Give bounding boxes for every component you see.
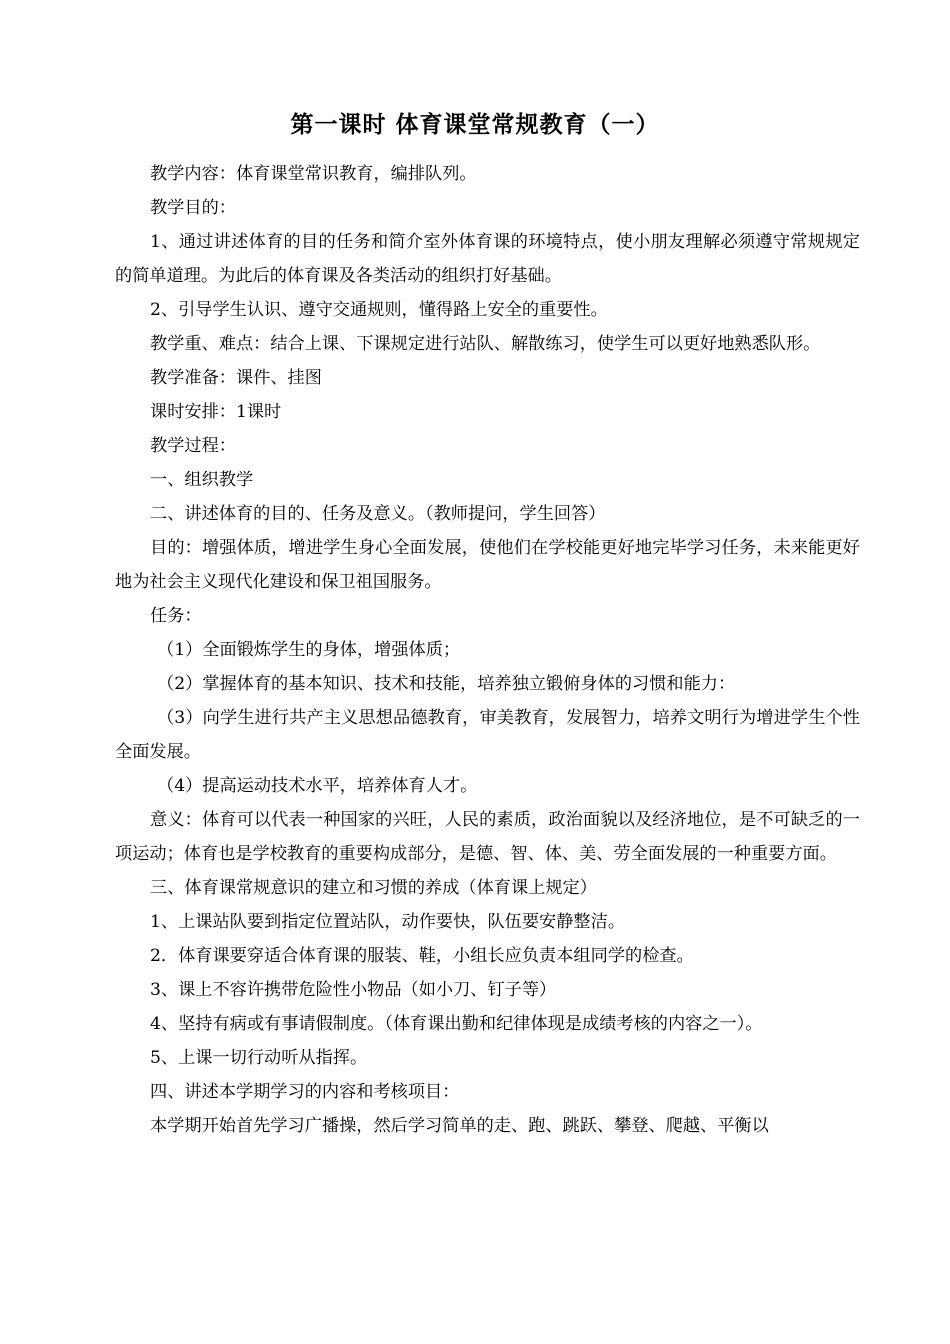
paragraph: 2、引导学生认识、遵守交通规则，懂得路上安全的重要性。 <box>150 300 608 320</box>
paragraph: （4）提高运动技术水平，培养体育人才。 <box>157 776 478 796</box>
paragraph: 1、通过讲述体育的目的任务和简介室外体育课的环境特点，使小朋友理解必须遵守常规规定的简单道理。为此后的体育课及各类活动的组织打好基础。 <box>115 232 860 286</box>
paragraph: 三、体育课常规意识的建立和习惯的养成（体育课上规定） <box>150 878 597 898</box>
paragraph: 本学期开始首先学习广播操，然后学习简单的走、跑、跳跃、攀登、爬越、平衡以 <box>150 1116 769 1136</box>
paragraph: 四、讲述本学期学习的内容和考核项目： <box>150 1082 460 1102</box>
paragraph: 2．体育课要穿适合体育课的服装、鞋，小组长应负责本组同学的检查。 <box>150 946 694 966</box>
paragraph: （1）全面锻炼学生的身体，增强体质； <box>157 640 461 660</box>
paragraph: 一、组织教学 <box>150 470 254 490</box>
paragraph: 教学重、难点：结合上课、下课规定进行站队、解散练习，使学生可以更好地熟悉队形。 <box>150 334 821 354</box>
paragraph: 3、课上不容许携带危险性小物品（如小刀、钉子等） <box>150 980 557 1000</box>
paragraph: 1、上课站队要到指定位置站队，动作要快，队伍要安静整洁。 <box>150 912 626 932</box>
paragraph: 任务： <box>150 606 202 626</box>
paragraph: 4、坚持有病或有事请假制度。（体育课出勤和纪律体现是成绩考核的内容之一）。 <box>150 1014 763 1034</box>
document-body <box>115 157 860 1143</box>
document-title: 第一课时 体育课堂常规教育（一） <box>290 111 660 138</box>
paragraph: 课时安排：1课时 <box>150 402 282 422</box>
paragraph: 目的：增强体质，增进学生身心全面发展，使他们在学校能更好地完毕学习任务，未来能更好地为社会主义现代化建设和保卫祖国服务。 <box>115 538 860 592</box>
paragraph: 教学目的： <box>150 198 236 218</box>
paragraph: 二、讲述体育的目的、任务及意义。（教师提问，学生回答） <box>150 504 606 524</box>
paragraph: （3）向学生进行共产主义思想品德教育，审美教育，发展智力，培养文明行为增进学生个性全面发展。 <box>115 708 860 762</box>
paragraph: 教学内容：体育课堂常识教育，编排队列。 <box>150 164 477 184</box>
paragraph: 教学过程： <box>150 436 236 456</box>
paragraph: （2）掌握体育的基本知识、技术和技能，培养独立锻俯身体的习惯和能力： <box>157 674 736 694</box>
paragraph: 意义：体育可以代表一种国家的兴旺，人民的素质，政治面貌以及经济地位，是不可缺乏的一项运动；体育也是学校教育的重要构成部分，是德、智、体、美、劳全面发展的一种重要方面。 <box>115 810 860 864</box>
paragraph: 教学准备：课件、挂图 <box>150 368 322 388</box>
paragraph: 5、上课一切行动听从指挥。 <box>150 1048 368 1068</box>
